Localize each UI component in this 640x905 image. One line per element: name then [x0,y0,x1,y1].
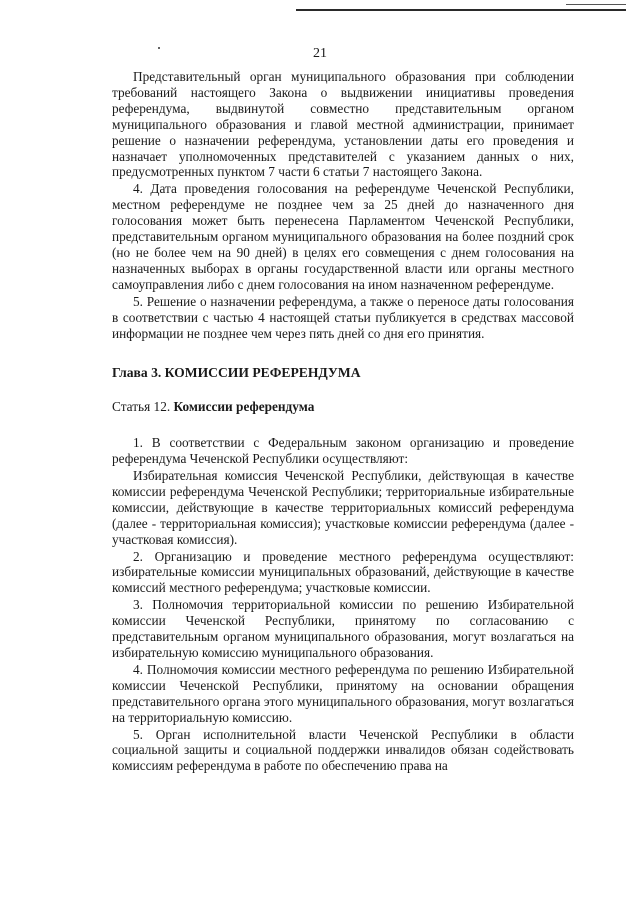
paragraph: 3. Полномочия территориальной комиссии по решению Избирательной комиссии Чеченской Республики, принятому по согласованию с представительным органом муниципального образования, могут возлагаться на избирательную комиссию муниципального образования. [112,597,574,660]
document-body [112,69,574,775]
article-heading [112,399,574,415]
paragraph: 5. Решение о назначении референдума, а также о переносе даты голосования в соответствии с частью 4 настоящей статьи публикуется в средствах массовой информации не позднее чем через пять дней со дня его принятия. [112,293,574,341]
header-rule-short [566,4,626,5]
spacer [112,415,574,435]
paragraph: Избирательная комиссия Чеченской Республики, действующая в качестве комиссии референдума Чеченской Республики; территориальные избирательные комиссии, действующие в качестве территориальных комиссий референдума (далее - территориальная комиссия); участковые комиссии референдума (далее - участковая комиссия). [112,468,574,547]
article-prefix: Статья 12. [112,399,174,415]
header-rule [296,9,626,11]
paragraph: Представительный орган муниципального образования при соблюдении требований настоящего Закона о выдвижении инициативы проведения референдума, выдвинутой совместно представительным органом муниципального образования и главой местной администрации, принимает решение о назначении референдума, установлении даты его проведения и назначает уполномоченных представителей с указанием данных о них, предусмотренных пунктом 7 части 6 статьи 7 настоящего Закона. [112,69,574,180]
paragraph: 4. Полномочия комиссии местного референдума по решению Избирательной комиссии Чеченской Республики, принятому на основании обращения представительного органа этого муниципального образования, могут возлагаться на территориальную комиссию. [112,661,574,725]
chapter-heading: Глава 3. КОМИССИИ РЕФЕРЕНДУМА [112,365,361,381]
paragraph: 4. Дата проведения голосования на референдуме Чеченской Республики, местном референдуме не позднее чем за 25 дней до назначенного дня голосования может быть перенесена Парламентом Чеченской Республики, представительным органом муниципального образования на более поздний срок (но не более чем на 90 дней) в целях его совмещения с днем голосования на назначенных выборах в органы государственной власти или органы местного самоуправления либо с днем голосования на ином назначенном референдуме. [112,181,574,292]
page-number: 21 [313,46,327,61]
paragraph: 1. В соответствии с Федеральным законом организацию и проведение референдума Чеченской Республики осуществляют: [112,435,574,467]
paragraph: 5. Орган исполнительной власти Чеченской Республики в области социальной защиты и социальной поддержки инвалидов обязан содействовать комиссиям референдума в работе по обеспечению права на [112,726,574,774]
article-title: Комиссии референдума [173,399,315,415]
paragraph: 2. Организацию и проведение местного референдума осуществляют: избирательные комиссии муниципальных образований, действующие в качестве комиссий местного референдума; участковые комиссии. [112,548,574,596]
